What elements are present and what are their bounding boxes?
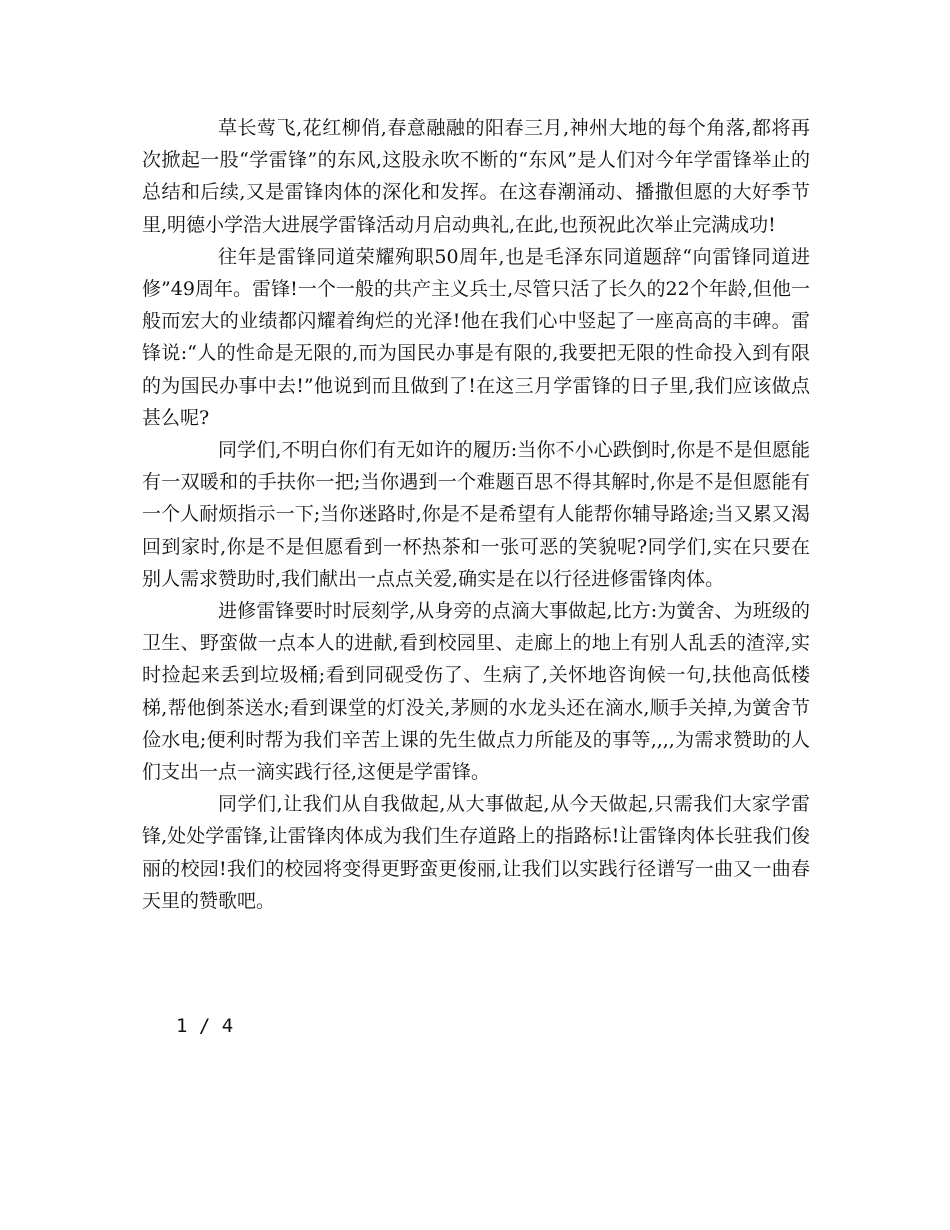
paragraph-5: 同学们,让我们从自我做起,从大事做起,从今天做起,只需我们大家学雷锋,处处学雷锋,让雷锋肉体成为我们生存道路上的指路标!让雷锋肉体长驻我们俊丽的校园!我们的校园将变得更野蛮更俊丽,让我们以实践行径谱写一曲又一曲春天里的赞歌吧。 — [142, 793, 810, 912]
page-number: 1 / 4 — [176, 1015, 234, 1037]
paragraph-1: 草长莺飞,花红柳俏,春意融融的阳春三月,神州大地的每个角落,都将再次掀起一股“学雷锋”的东风,这股永吹不断的“东风”是人们对今年学雷锋举止的总结和后续,又是雷锋肉体的深化和发挥。在这春潮涌动、播撒但愿的大好季节里,明德小学浩大进展学雷锋活动月启动典礼,在此,也预祝此次举止完满成功! — [142, 117, 810, 236]
paragraph-2: 往年是雷锋同道荣耀殉职50周年,也是毛泽东同道题辞“向雷锋同道进修”49周年。雷锋!一个一般的共产主义兵士,尽管只活了长久的22个年龄,但他一般而宏大的业绩都闪耀着绚烂的光泽!他在我们心中竖起了一座高高的丰碑。雷锋说:“人的性命是无限的,而为国民办事是有限的,我要把无限的性命投入到有限的为国民办事中去!”他说到而且做到了!在这三月学雷锋的日子里,我们应该做点甚么呢? — [142, 245, 810, 429]
document-body — [142, 112, 810, 917]
paragraph-4: 进修雷锋要时时辰刻学,从身旁的点滴大事做起,比方:为黉舍、为班级的卫生、野蛮做一点本人的进献,看到校园里、走廊上的地上有别人乱丢的渣滓,实时捡起来丢到垃圾桶;看到同砚受伤了、生病了,关怀地咨询候一句,扶他高低楼梯,帮他倒茶送水;看到课堂的灯没关,茅厕的水龙头还在滴水,顺手关掉,为黉舍节俭水电;便利时帮为我们辛苦上课的先生做点力所能及的事等,,,,为需求赞助的人们支出一点一滴实践行径,这便是学雷锋。 — [142, 600, 810, 784]
paragraph-3: 同学们,不明白你们有无如许的履历:当你不小心跌倒时,你是不是但愿能有一双暖和的手扶你一把;当你遇到一个难题百思不得其解时,你是不是但愿能有一个人耐烦指示一下;当你迷路时,你是不是希望有人能帮你辅导路途;当又累又渴回到家时,你是不是但愿看到一杯热茶和一张可恶的笑貌呢?同学们,实在只要在别人需求赞助时,我们献出一点点关爱,确实是在以行径进修雷锋肉体。 — [142, 439, 810, 590]
